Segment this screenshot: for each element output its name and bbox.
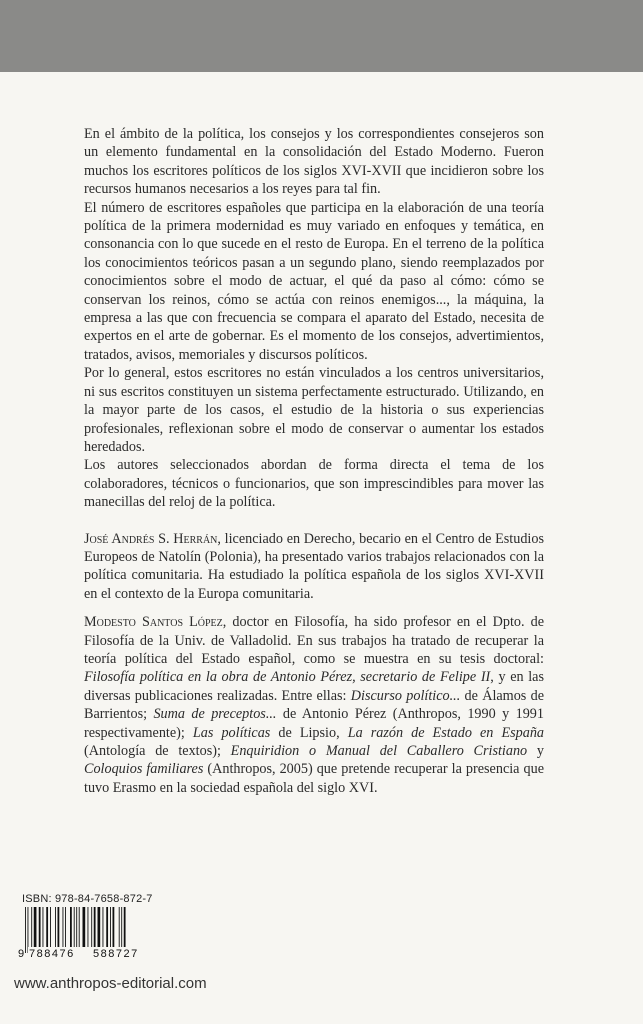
barcode-digits-left: 788476 [29, 948, 75, 959]
top-gray-band [0, 0, 643, 72]
barcode-bar [50, 907, 51, 947]
barcode-bar [58, 907, 60, 947]
barcode-bar [63, 907, 64, 947]
isbn-label: ISBN: 978-84-7658-872-7 [22, 893, 153, 905]
author-name-herran: José Andrés S. Herrán [84, 530, 218, 547]
bio-text-5: de Lipsio, [270, 724, 348, 741]
barcode-bar [25, 907, 26, 953]
barcode-bar [113, 907, 115, 947]
back-cover-text [84, 125, 544, 807]
barcode-bar [83, 907, 86, 947]
bio-text-8: (Anthropos, 2005) que pretende recuperar la presencia que tuvo Erasmo en la sociedad española del siglo XVI. [84, 761, 544, 796]
bio-text-4: de Antonio Pérez (Anthropos, 1990 y 1991 respectivamente); [84, 706, 544, 741]
barcode-bar [76, 907, 77, 953]
barcode-bar [106, 907, 108, 947]
bio-title-razon: La razón de Estado en España [347, 724, 545, 741]
bio-text-7: y [527, 743, 544, 759]
barcode-bar [121, 907, 122, 947]
bio-title-suma: Suma de preceptos... [153, 706, 277, 723]
author-bios [84, 530, 544, 798]
barcode-digits-right: 588727 [93, 948, 139, 959]
barcode-bar [34, 907, 37, 947]
barcode-bar [31, 907, 32, 947]
intro-paragraph-4: Los autores seleccionados abordan de forma directa el tema de los colaboradores, técnicos o funcionarios, que son imprescindibles para mover las manecillas del reloj de la política. [84, 457, 544, 511]
bio-text-3: de Álamos de Barrientos; [84, 687, 544, 723]
author-name-santos: Modesto Santos López [84, 614, 223, 631]
bio-title-politicas: Las políticas [192, 724, 271, 741]
bio-title-discurso: Discurso político... [350, 687, 461, 704]
intro-paragraph-3: Por lo general, estos escritores no están vinculados a los centros universitarios, ni sus escritos constituyen un sistema perfectamente estructurado. Utilizando, en la mayor parte de los casos, el estudio de la historia o sus experiencias profesionales, reflexionan sobre el modo de conservar o aumentar los estados heredados. [84, 365, 544, 455]
barcode-bar [55, 907, 56, 947]
barcode-bar [39, 907, 41, 947]
barcode-bar [79, 907, 80, 947]
barcode-digit-first: 9 [18, 948, 25, 959]
barcode-bar [43, 907, 44, 947]
bio-text-2: , y en las diversas publicaciones realizadas. Entre ellas: [84, 669, 544, 704]
barcode-bar [98, 907, 101, 947]
author-bio-herran-text: , licenciado en Derecho, becario en el Centro de Estudios Europeos de Natolín (Polonia), ha presentado varios trabajos relacionados con la política comunitaria. Ha estudiado la política española de los siglos XVI-XVII en el contexto de la Europa comunitaria. [84, 530, 544, 602]
barcode-bar [28, 907, 29, 953]
barcode-bar [110, 907, 111, 947]
isbn-barcode [14, 907, 164, 959]
bio-title-coloquios: Coloquios familiares [84, 761, 204, 778]
barcode-bar [88, 907, 89, 947]
author-bio-herran [84, 530, 544, 604]
barcode-bar [124, 907, 126, 953]
barcode-bar [119, 907, 120, 947]
barcode-bar [65, 907, 66, 947]
barcode-bar [46, 907, 48, 947]
author-bio-santos [84, 613, 544, 797]
intro-paragraph-2: El número de escritores españoles que participa en la elaboración de una teoría política de la primera modernidad es muy variado en enfoques y temática, en consonancia con lo que sucede en el resto de Europa. En el terreno de la política los conocimientos teóricos pasan a un segundo plano, siendo reemplazados por conocimientos sobre el modo de actuar, el qué da paso al cómo: cómo se conservan los reinos, cómo se actúa con reinos enemigos..., la máquina, la empresa a las que con frecuencia se compara el aparato del Estado, necesita de expertos en el arte de gobernar. Es el momento de los consejos, advertimientos, tratados, avisos, memoriales y discursos políticos. [84, 199, 544, 363]
barcode-bar [94, 907, 96, 947]
bio-text-6: (Antología de textos); [84, 743, 231, 759]
bio-title-tesis: Filosofía política en la obra de Antonio Pérez, secretario de Felipe II [84, 669, 491, 686]
intro-paragraph-1: En el ámbito de la política, los consejos y los correspondientes consejeros son un elemento fundamental en la consolidación del Estado Moderno. Fueron muchos los escritores políticos de los siglos XVI-XVII que incidieron sobre los recursos humanos necesarios a los reyes para tal fin. [84, 126, 544, 198]
publisher-website: www.anthropos-editorial.com [14, 975, 207, 992]
barcode-bar [70, 907, 72, 947]
barcode-bar [74, 907, 75, 947]
bio-title-enquiridion: Enquiridion o Manual del Caballero Cristiano [230, 743, 528, 759]
bio-text-1: , doctor en Filosofía, ha sido profesor en el Dpto. de Filosofía de la Univ. de Valladolid. En sus trabajos ha tratado de recuperar la teoría política del Estado español, como se muestra en su tesis doctoral: [84, 614, 545, 667]
barcode-bar [103, 907, 104, 947]
barcode-bar [91, 907, 92, 947]
